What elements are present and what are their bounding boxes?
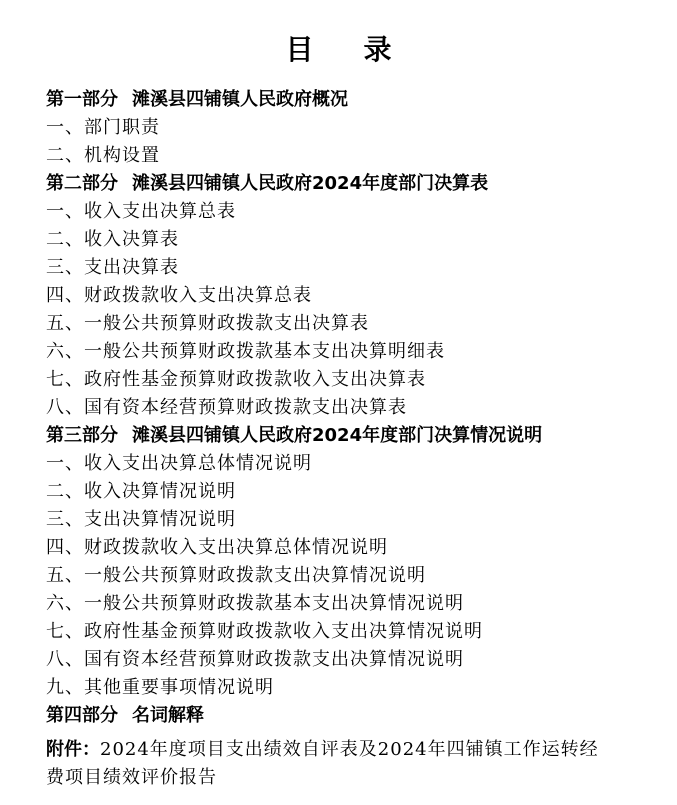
part-label: 第二部分 [46,173,118,194]
part-label: 第四部分 [46,705,118,726]
appendix-label: 附件： [46,739,100,760]
page-title-char-2: 录 [363,33,392,66]
toc-item: 一、收入支出决算总体情况说明 [46,453,312,474]
toc-item: 四、财政拨款收入支出决算总体情况说明 [46,537,388,558]
toc-item: 五、一般公共预算财政拨款支出决算情况说明 [46,565,426,586]
toc-item: 七、政府性基金预算财政拨款收入支出决算表 [46,369,426,390]
toc-item: 六、一般公共预算财政拨款基本支出决算情况说明 [46,593,464,614]
part-label: 第一部分 [46,89,118,110]
part-title: 名词解释 [132,705,204,726]
part-heading-3 [46,422,646,450]
toc-item: 三、支出决算情况说明 [46,509,236,530]
part-heading-2 [46,170,646,198]
toc-item: 五、一般公共预算财政拨款支出决算表 [46,313,369,334]
toc-item: 九、其他重要事项情况说明 [46,677,274,698]
toc-item: 二、收入决算表 [46,229,179,250]
toc-item: 三、支出决算表 [46,257,179,278]
toc-item: 一、收入支出决算总表 [46,201,236,222]
page-title-char-1: 目 [285,33,314,66]
part-heading-1 [46,86,646,114]
part-heading-4 [46,702,646,730]
table-of-contents [46,86,646,792]
toc-item: 四、财政拨款收入支出决算总表 [46,285,312,306]
toc-item: 一、部门职责 [46,117,160,138]
page-title [0,30,677,70]
appendix-text: 2024年度项目支出绩效自评表及2024年四铺镇工作运转经费项目绩效评价报告 [46,739,599,788]
appendix-note [46,736,606,792]
toc-item: 八、国有资本经营预算财政拨款支出决算表 [46,397,407,418]
part-title: 滩溪县四铺镇人民政府2024年度部门决算情况说明 [132,425,543,446]
part-title: 滩溪县四铺镇人民政府2024年度部门决算表 [132,173,489,194]
toc-item: 二、机构设置 [46,145,160,166]
toc-item: 七、政府性基金预算财政拨款收入支出决算情况说明 [46,621,483,642]
toc-item: 八、国有资本经营预算财政拨款支出决算情况说明 [46,649,464,670]
toc-item: 二、收入决算情况说明 [46,481,236,502]
part-label: 第三部分 [46,425,118,446]
toc-item: 六、一般公共预算财政拨款基本支出决算明细表 [46,341,445,362]
part-title: 滩溪县四铺镇人民政府概况 [132,89,348,110]
